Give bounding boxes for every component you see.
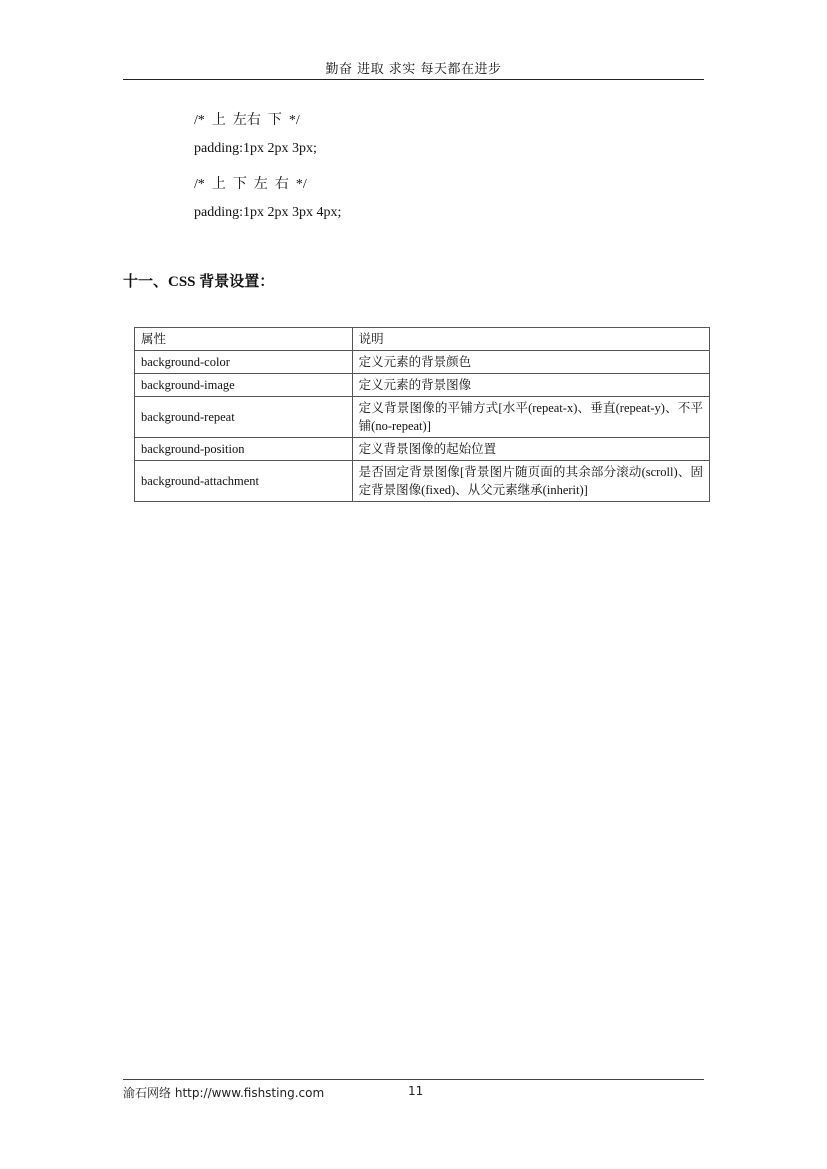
page-number: 11: [408, 1084, 424, 1098]
property-cell: background-repeat: [135, 397, 353, 438]
description-cell: 定义元素的背景图像: [352, 374, 709, 397]
table-row: [135, 461, 710, 502]
section-title: 十一、CSS 背景设置：: [123, 274, 275, 290]
background-properties-table: [134, 327, 710, 502]
property-cell: background-color: [135, 351, 353, 374]
table-row: [135, 351, 710, 374]
description-cell: 是否固定背景图像[背景图片随页面的其余部分滚动(scroll)、固定背景图像(fixed)、从父元素继承(inherit)]: [352, 461, 709, 502]
property-cell: background-attachment: [135, 461, 353, 502]
footer-company: 渝石网络: [123, 1086, 172, 1100]
table-row: [135, 438, 710, 461]
description-cell: 定义元素的背景颜色: [352, 351, 709, 374]
page-header: 勤奋 进取 求实 每天都在进步: [325, 62, 502, 77]
page-footer: [123, 1084, 324, 1101]
header-divider: [123, 79, 704, 80]
table-row: [135, 397, 710, 438]
footer-divider: [123, 1079, 704, 1080]
table-header-row: [135, 328, 710, 351]
header-cell-property: 属性: [135, 328, 353, 351]
property-cell: background-position: [135, 438, 353, 461]
description-cell: 定义背景图像的起始位置: [352, 438, 709, 461]
code-comment-2: /* 上 下 左 右 */: [194, 177, 307, 192]
table-row: [135, 374, 710, 397]
property-cell: background-image: [135, 374, 353, 397]
footer-url: http://www.fishsting.com: [174, 1086, 325, 1100]
code-padding-4: padding:1px 2px 3px 4px;: [194, 205, 342, 220]
code-comment-1: /* 上 左右 下 */: [194, 113, 300, 128]
header-cell-description: 说明: [352, 328, 709, 351]
description-cell: 定义背景图像的平铺方式[水平(repeat-x)、垂直(repeat-y)、不平铺(no-repeat)]: [352, 397, 709, 438]
code-padding-3: padding:1px 2px 3px;: [194, 141, 317, 156]
